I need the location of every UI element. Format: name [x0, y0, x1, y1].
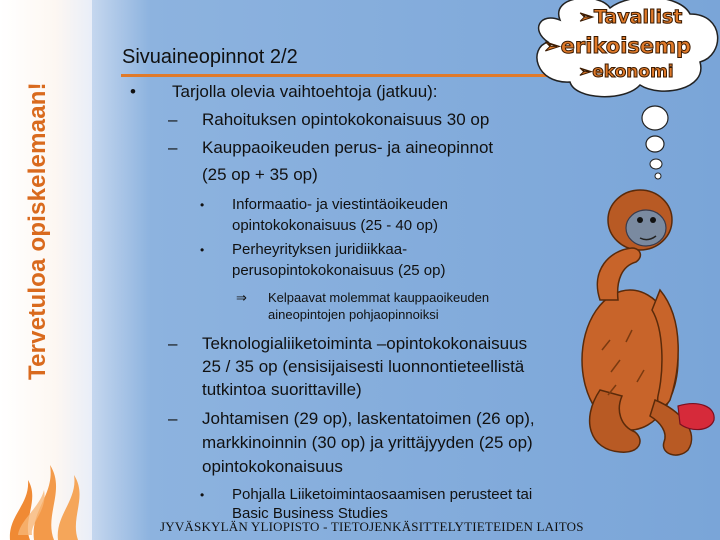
- cloud-line: ➢erikoisemp: [543, 34, 692, 58]
- bullet-text: Tarjolla olevia vaihtoehtoja (jatkuu):: [172, 82, 438, 101]
- flame-logo-icon: [0, 395, 92, 540]
- thought-bubbles-icon: [630, 100, 680, 180]
- dash-marker: –: [168, 409, 178, 428]
- implication-arrow-icon: ⇒: [236, 290, 247, 305]
- footer-text: JYVÄSKYLÄN YLIOPISTO - TIETOJENKÄSITTELYTIETEIDEN LAITOS: [160, 519, 584, 534]
- sub-bullet-text: Pohjalla Liiketoimintaosaamisen perusteet tai: [232, 486, 533, 503]
- page-title: Sivuaineopinnot 2/2: [122, 46, 298, 68]
- title-underline: [121, 74, 551, 77]
- dash-item-text: 25 / 35 op (ensisijaisesti luonnontieteellistä: [202, 357, 525, 376]
- dash-marker: –: [168, 334, 178, 353]
- bullet-marker: •: [130, 82, 136, 101]
- dash-marker: –: [168, 138, 178, 157]
- dash-item-text: Rahoituksen opintokokonaisuus 30 op: [202, 110, 490, 129]
- side-title: Tervetuloa opiskelemaan!: [24, 82, 51, 380]
- dash-item-text: opintokokonaisuus: [202, 457, 343, 476]
- cloud-line: ➢ekonomi: [578, 62, 674, 82]
- dash-marker: –: [168, 110, 178, 129]
- sub-bullet-text: opintokokonaisuus (25 - 40 op): [232, 217, 438, 234]
- implication-text: Kelpaavat molemmat kauppaoikeuden: [268, 290, 490, 305]
- dash-item-text: Johtamisen (29 op), laskentatoimen (26 op),: [202, 409, 535, 428]
- sub-bullet-text: Basic Business Studies: [232, 505, 388, 522]
- thinking-monkey-illustration: [560, 170, 720, 460]
- sub-bullet-marker: •: [200, 488, 205, 502]
- dash-item-text: tutkintoa suorittaville): [202, 380, 362, 399]
- dash-item-text: Kauppaoikeuden perus- ja aineopinnot: [202, 138, 494, 157]
- sub-bullet-marker: •: [200, 198, 205, 212]
- dash-item-text: (25 op + 35 op): [202, 165, 318, 184]
- implication-text: aineopintojen pohjaopinnoiksi: [268, 307, 439, 322]
- sub-bullet-text: Perheyrityksen juridiikkaa-: [232, 241, 408, 258]
- sub-bullet-text: Informaatio- ja viestintäoikeuden: [232, 196, 448, 213]
- sub-bullet-text: perusopintokokonaisuus (25 op): [232, 262, 446, 279]
- cloud-line: ➢Tavallist: [578, 6, 683, 28]
- dash-item-text: Teknologialiiketoiminta –opintokokonaisuus: [202, 334, 528, 353]
- sub-bullet-marker: •: [200, 243, 205, 257]
- dash-item-text: markkinoinnin (30 op) ja yrittäjyyden (25 op): [202, 433, 533, 452]
